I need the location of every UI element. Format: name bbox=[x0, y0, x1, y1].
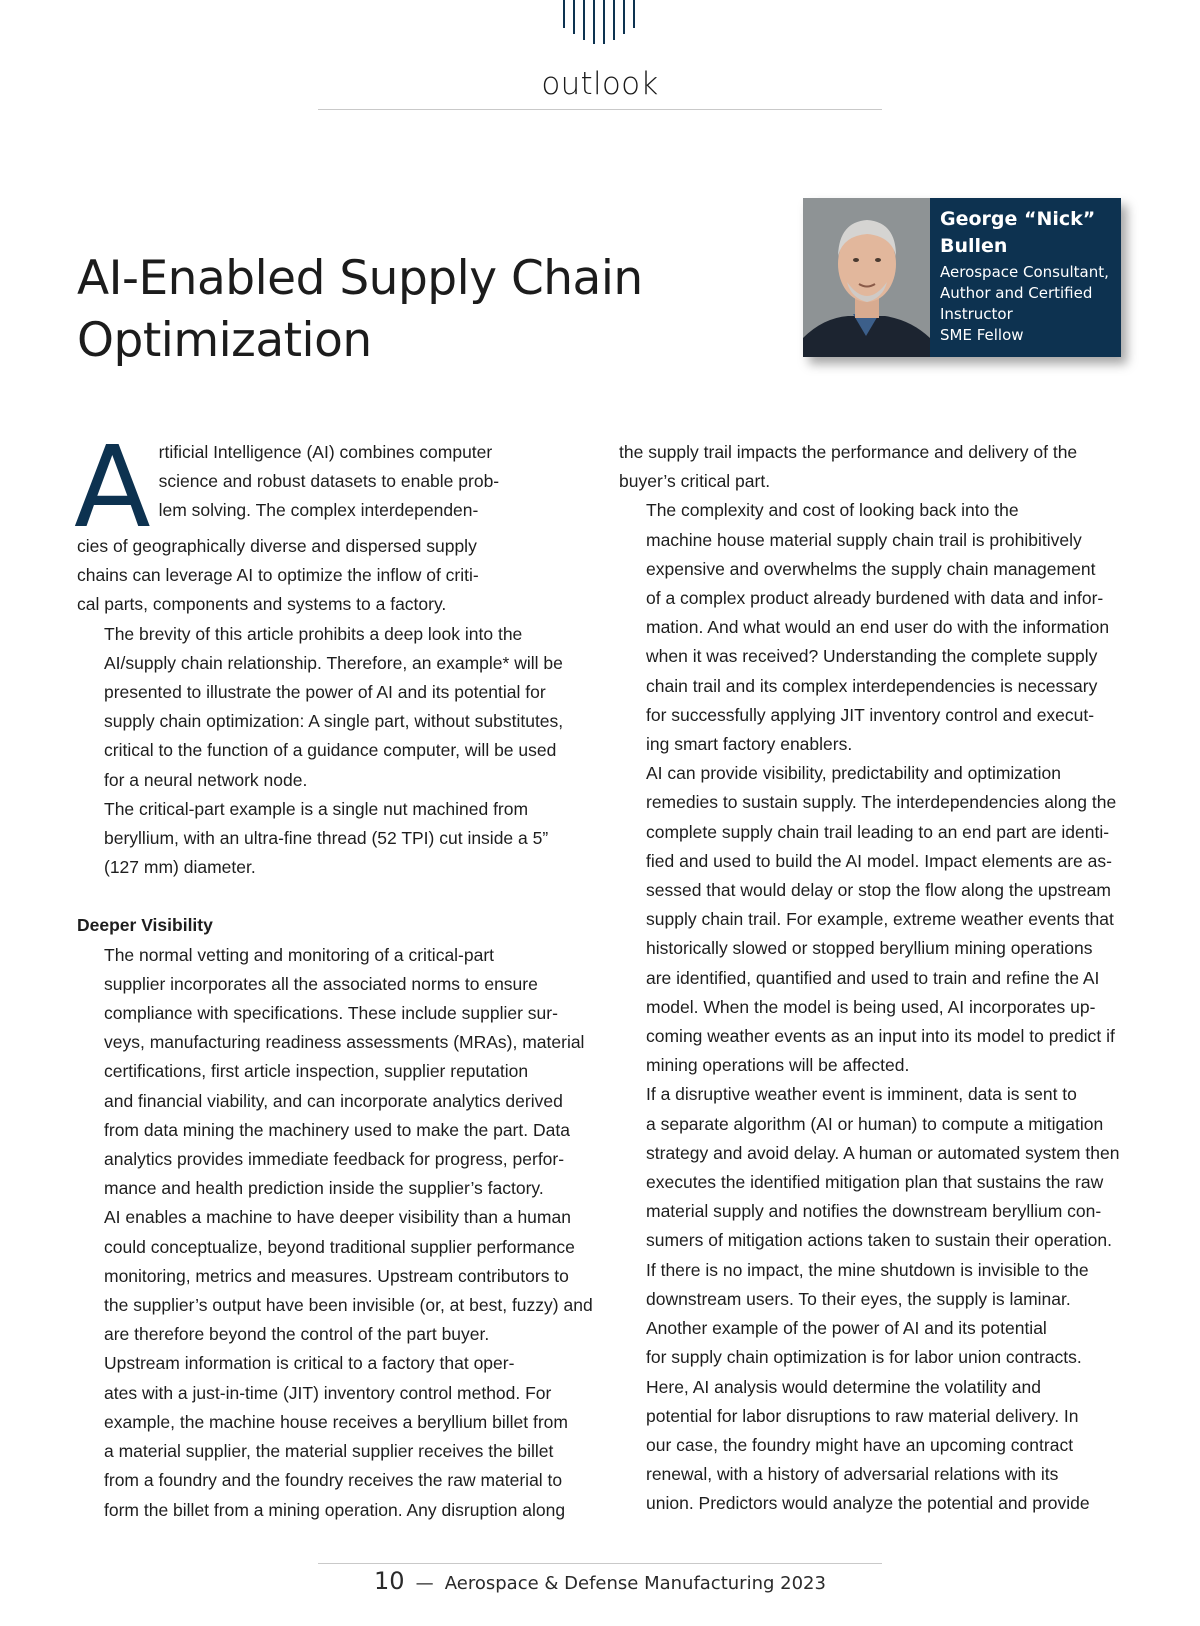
text-line: compliance with specifications. These include supplier sur- bbox=[104, 1003, 558, 1024]
article-title: AI-Enabled Supply Chain Optimization bbox=[77, 251, 643, 368]
paragraph bbox=[77, 620, 592, 795]
text-line: strategy and avoid delay. A human or automated system then bbox=[646, 1142, 1120, 1163]
text-line: lem solving. The complex interdependen- bbox=[158, 500, 479, 521]
footer-rule bbox=[318, 1563, 882, 1564]
text-line: model. When the model is being used, AI incorporates up- bbox=[646, 996, 1096, 1017]
text-line: a separate algorithm (AI or human) to compute a mitigation bbox=[646, 1113, 1104, 1134]
paragraph bbox=[77, 795, 592, 883]
text-line: fied and used to build the AI model. Impact elements are as- bbox=[646, 850, 1112, 871]
text-line: ates with a just-in-time (JIT) inventory control method. For bbox=[104, 1382, 552, 1403]
text-line: beryllium, with an ultra-fine thread (52 TPI) cut inside a 5” bbox=[104, 828, 549, 849]
text-line: cal parts, components and systems to a factory. bbox=[77, 594, 447, 615]
paragraph bbox=[619, 496, 1129, 759]
text-line: rtificial Intelligence (AI) combines computer bbox=[158, 442, 493, 462]
text-line: The brevity of this article prohibits a deep look into the bbox=[104, 623, 523, 644]
footer-separator: — bbox=[415, 1573, 434, 1594]
text-line: ing smart factory enablers. bbox=[646, 734, 853, 755]
text-line: The critical-part example is a single nut machined from bbox=[104, 798, 529, 819]
text-line: are identified, quantified and used to train and refine the AI bbox=[646, 967, 1100, 988]
text-line: union. Predictors would analyze the potential and provide bbox=[646, 1493, 1090, 1514]
text-line: veys, manufacturing readiness assessments (MRAs), material bbox=[104, 1032, 585, 1053]
text-line: mance and health prediction inside the supplier’s factory. bbox=[104, 1178, 544, 1199]
text-line: AI/supply chain relationship. Therefore, an example* will be bbox=[104, 652, 563, 673]
section-subhead: Deeper Visibility bbox=[77, 915, 213, 936]
text-line: are therefore beyond the control of the part buyer. bbox=[104, 1324, 490, 1345]
text-line: sumers of mitigation actions taken to sustain their operation. bbox=[646, 1230, 1112, 1251]
article-column-left bbox=[74, 423, 593, 1525]
text-line: for supply chain optimization is for labor union contracts. bbox=[646, 1347, 1082, 1368]
text-line: our case, the foundry might have an upcoming contract bbox=[646, 1434, 1074, 1455]
text-line: mation. And what would an end user do with the information bbox=[646, 617, 1110, 638]
author-card bbox=[803, 198, 1121, 357]
article-column-right bbox=[619, 438, 1129, 1519]
header-rule bbox=[318, 109, 882, 110]
text-line: chains can leverage AI to optimize the inflow of criti- bbox=[77, 565, 479, 586]
paragraph bbox=[619, 1080, 1129, 1314]
text-line: Upstream information is critical to a factory that oper- bbox=[104, 1353, 515, 1374]
text-line: executes the identified mitigation plan that sustains the raw bbox=[646, 1172, 1104, 1193]
text-line: for a neural network node. bbox=[104, 769, 308, 790]
text-line: from a foundry and the foundry receives the raw material to bbox=[104, 1470, 563, 1491]
author-affiliation: SME Fellow bbox=[940, 326, 1024, 344]
text-line: a material supplier, the material supplier receives the billet bbox=[104, 1441, 554, 1462]
paragraph bbox=[619, 438, 1129, 496]
text-line: cies of geographically diverse and dispersed supply bbox=[77, 536, 477, 556]
text-line: machine house material supply chain trail is prohibitively bbox=[646, 529, 1082, 550]
text-line: supply chain trail. For example, extreme weather events that bbox=[646, 909, 1114, 930]
header-ornament bbox=[560, 0, 640, 46]
text-line: mining operations will be affected. bbox=[646, 1055, 910, 1076]
text-line: coming weather events as an input into its model to predict if bbox=[646, 1026, 1115, 1047]
author-photo bbox=[803, 198, 930, 357]
text-line: AI enables a machine to have deeper visibility than a human bbox=[104, 1207, 571, 1228]
text-line: sessed that would delay or stop the flow along the upstream bbox=[646, 880, 1111, 901]
text-line: analytics provides immediate feedback for progress, perfor- bbox=[104, 1149, 565, 1170]
text-line: supply chain optimization: A single part, without substitutes, bbox=[104, 711, 564, 732]
text-line: expensive and overwhelms the supply chain management bbox=[646, 558, 1096, 579]
paragraph bbox=[77, 1349, 592, 1524]
text-line: form the billet from a mining operation. Any disruption along bbox=[104, 1499, 566, 1520]
text-line: the supply trail impacts the performance and delivery of the bbox=[619, 442, 1078, 462]
text-line: The complexity and cost of looking back into the bbox=[646, 500, 1019, 521]
text-line: certifications, first article inspection, supplier reputation bbox=[104, 1061, 529, 1082]
text-line: science and robust datasets to enable prob- bbox=[158, 471, 500, 492]
text-line: If a disruptive weather event is imminent, data is sent to bbox=[646, 1084, 1077, 1105]
text-line: and financial viability, and can incorporate analytics derived bbox=[104, 1090, 563, 1111]
text-line: chain trail and its complex interdependencies is necessary bbox=[646, 675, 1098, 696]
text-line: Here, AI analysis would determine the volatility and bbox=[646, 1376, 1041, 1397]
text-line: presented to illustrate the power of AI and its potential for bbox=[104, 682, 546, 703]
paragraph bbox=[77, 1203, 592, 1349]
text-line: complete supply chain trail leading to an end part are identi- bbox=[646, 821, 1110, 842]
text-line: renewal, with a history of adversarial relations with its bbox=[646, 1464, 1059, 1485]
section-label: outlook bbox=[541, 66, 659, 102]
text-line: when it was received? Understanding the complete supply bbox=[646, 646, 1098, 667]
text-line: from data mining the machinery used to make the part. Data bbox=[104, 1119, 570, 1140]
text-line: could conceptualize, beyond traditional supplier performance bbox=[104, 1236, 575, 1257]
paragraph bbox=[619, 759, 1129, 1080]
page-footer bbox=[318, 1567, 882, 1595]
paragraph bbox=[74, 423, 592, 620]
author-role: Aerospace Consultant, Author and Certified Instructor bbox=[940, 263, 1109, 323]
text-line: for successfully applying JIT inventory control and execut- bbox=[646, 704, 1095, 725]
text-line: downstream users. To their eyes, the supply is laminar. bbox=[646, 1288, 1071, 1309]
text-line: (127 mm) diameter. bbox=[104, 857, 256, 878]
text-line: Another example of the power of AI and its potential bbox=[646, 1318, 1047, 1339]
text-line: The normal vetting and monitoring of a critical-part bbox=[104, 944, 495, 965]
text-line: historically slowed or stopped beryllium mining operations bbox=[646, 938, 1093, 959]
text-line: AI can provide visibility, predictability and optimization bbox=[646, 763, 1062, 784]
text-line: example, the machine house receives a beryllium billet from bbox=[104, 1411, 568, 1432]
text-line: remedies to sustain supply. The interdependencies along the bbox=[646, 792, 1117, 813]
drop-cap: A bbox=[74, 423, 151, 553]
text-line: critical to the function of a guidance computer, will be used bbox=[104, 740, 557, 761]
text-line: potential for labor disruptions to raw material delivery. In bbox=[646, 1405, 1079, 1426]
text-line: monitoring, metrics and measures. Upstream contributors to bbox=[104, 1265, 569, 1286]
text-line: the supplier’s output have been invisible (or, at best, fuzzy) and bbox=[104, 1295, 593, 1316]
text-line: If there is no impact, the mine shutdown is invisible to the bbox=[646, 1259, 1089, 1280]
text-line: of a complex product already burdened with data and infor- bbox=[646, 588, 1104, 609]
author-name: George “Nick” Bullen bbox=[940, 208, 1096, 257]
text-line: supplier incorporates all the associated norms to ensure bbox=[104, 973, 538, 994]
paragraph bbox=[619, 1314, 1129, 1518]
page-number: 10 bbox=[374, 1567, 405, 1595]
publication-name: Aerospace & Defense Manufacturing 2023 bbox=[444, 1573, 826, 1594]
text-line: material supply and notifies the downstream beryllium con- bbox=[646, 1201, 1102, 1222]
text-line: buyer’s critical part. bbox=[619, 471, 771, 492]
paragraph bbox=[77, 941, 592, 1204]
author-portrait-illustration bbox=[803, 198, 930, 357]
